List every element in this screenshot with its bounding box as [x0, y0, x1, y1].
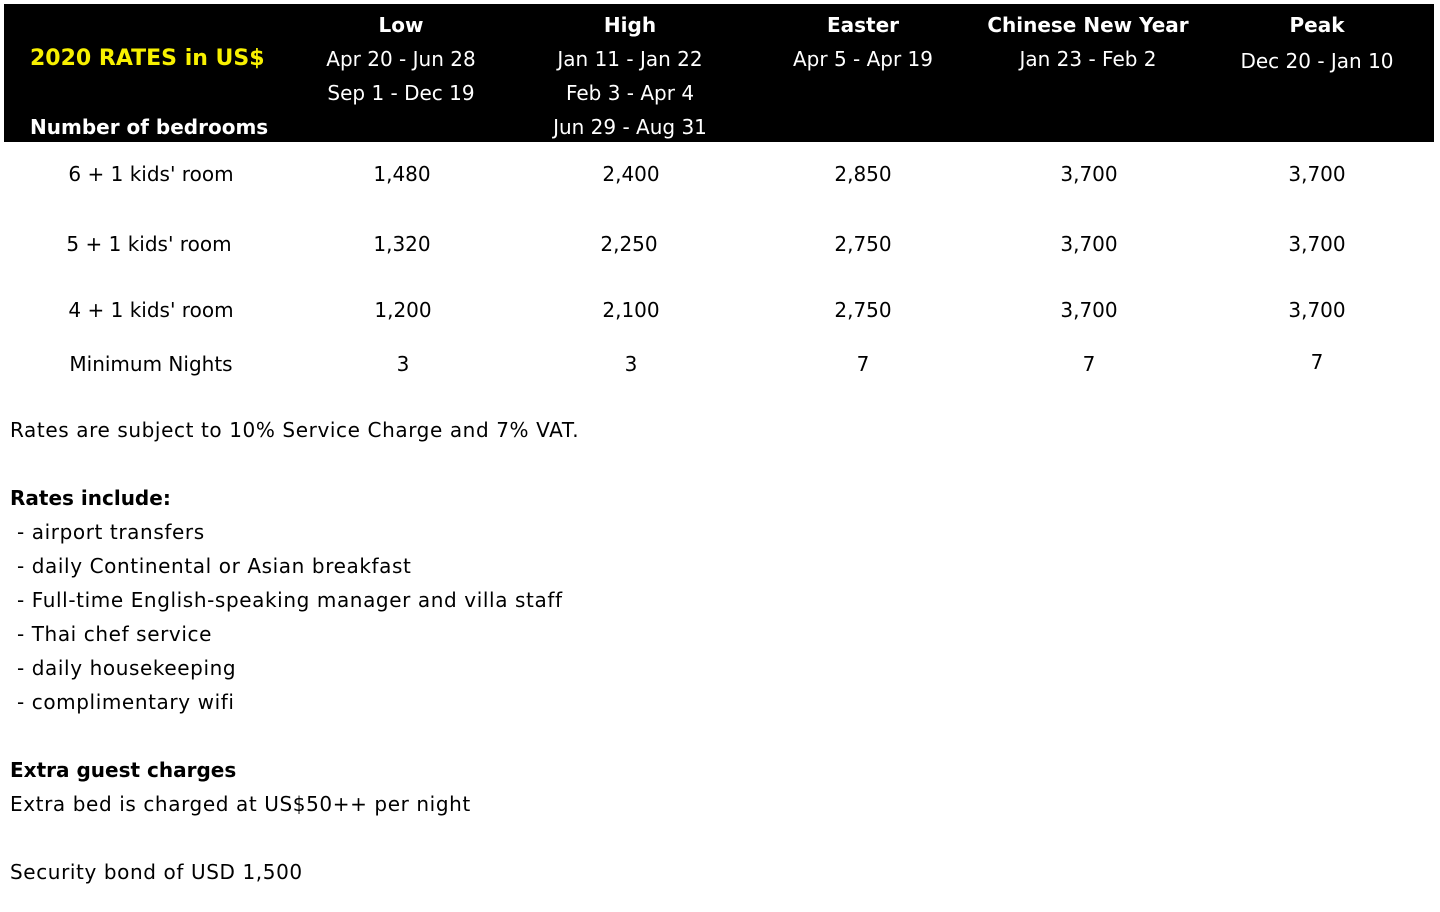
rate-cell: 3,700 — [1060, 232, 1118, 256]
includes-heading: Rates include: — [10, 486, 171, 510]
season-column-chinese-new-year — [970, 8, 1206, 76]
table-row — [0, 157, 1440, 191]
bedrooms-column-heading: Number of bedrooms — [30, 115, 269, 139]
min-nights-cell: 7 — [1082, 352, 1096, 376]
rate-cell: 2,100 — [602, 298, 660, 322]
extra-charges-heading: Extra guest charges — [10, 758, 237, 782]
rates-title: 2020 RATES in US$ — [30, 46, 265, 71]
rate-cell: 2,750 — [834, 232, 892, 256]
season-name: High — [603, 13, 657, 37]
rate-cell: 2,400 — [602, 162, 660, 186]
include-item: - daily Continental or Asian breakfast — [10, 554, 412, 578]
rates-table-header — [4, 4, 1434, 142]
rate-cell: 1,480 — [373, 162, 431, 186]
rate-cell: 1,320 — [373, 232, 431, 256]
table-row — [0, 293, 1440, 327]
rate-cell: 3,700 — [1060, 162, 1118, 186]
season-column-high — [516, 8, 744, 144]
season-column-peak — [1202, 8, 1432, 78]
season-name: Peak — [1289, 13, 1345, 37]
extra-bed-note: Extra bed is charged at US$50++ per night — [10, 792, 471, 816]
rate-cell: 2,250 — [600, 232, 658, 256]
row-label: 4 + 1 kids' room — [68, 298, 234, 322]
rate-cell: 3,700 — [1288, 232, 1346, 256]
row-label: Minimum Nights — [69, 352, 233, 376]
season-dates: Apr 5 - Apr 19 — [792, 47, 934, 71]
min-nights-cell: 3 — [396, 352, 410, 376]
season-column-low — [286, 8, 516, 110]
min-nights-cell: 7 — [856, 352, 870, 376]
include-item: - daily housekeeping — [10, 656, 237, 680]
rate-cell: 2,750 — [834, 298, 892, 322]
rate-cell: 3,700 — [1288, 298, 1346, 322]
rate-cell: 3,700 — [1288, 162, 1346, 186]
season-dates: Jun 29 - Aug 31 — [553, 115, 707, 139]
season-dates: Jan 23 - Feb 2 — [1019, 47, 1157, 71]
min-nights-cell: 7 — [1310, 350, 1324, 374]
table-row — [0, 227, 1440, 261]
season-name: Low — [378, 13, 424, 37]
season-dates: Sep 1 - Dec 19 — [327, 81, 475, 105]
season-column-easter — [748, 8, 978, 76]
include-item: - complimentary wifi — [10, 690, 235, 714]
rate-cell: 3,700 — [1060, 298, 1118, 322]
include-item: - airport transfers — [10, 520, 205, 544]
security-bond-note: Security bond of USD 1,500 — [10, 860, 303, 884]
season-name: Easter — [826, 13, 900, 37]
season-dates: Jan 11 - Jan 22 — [557, 47, 703, 71]
rate-cell: 2,850 — [834, 162, 892, 186]
season-dates: Apr 20 - Jun 28 — [326, 47, 476, 71]
row-label: 6 + 1 kids' room — [68, 162, 234, 186]
season-name: Chinese New Year — [987, 13, 1189, 37]
row-label: 5 + 1 kids' room — [66, 232, 232, 256]
tax-note: Rates are subject to 10% Service Charge and 7% VAT. — [10, 418, 580, 442]
season-dates: Dec 20 - Jan 10 — [1240, 49, 1394, 73]
table-row — [0, 347, 1440, 381]
season-dates: Feb 3 - Apr 4 — [565, 81, 695, 105]
min-nights-cell: 3 — [624, 352, 638, 376]
include-item: - Thai chef service — [10, 622, 213, 646]
rate-cell: 1,200 — [374, 298, 432, 322]
include-item: - Full-time English-speaking manager and villa staff — [10, 588, 563, 612]
